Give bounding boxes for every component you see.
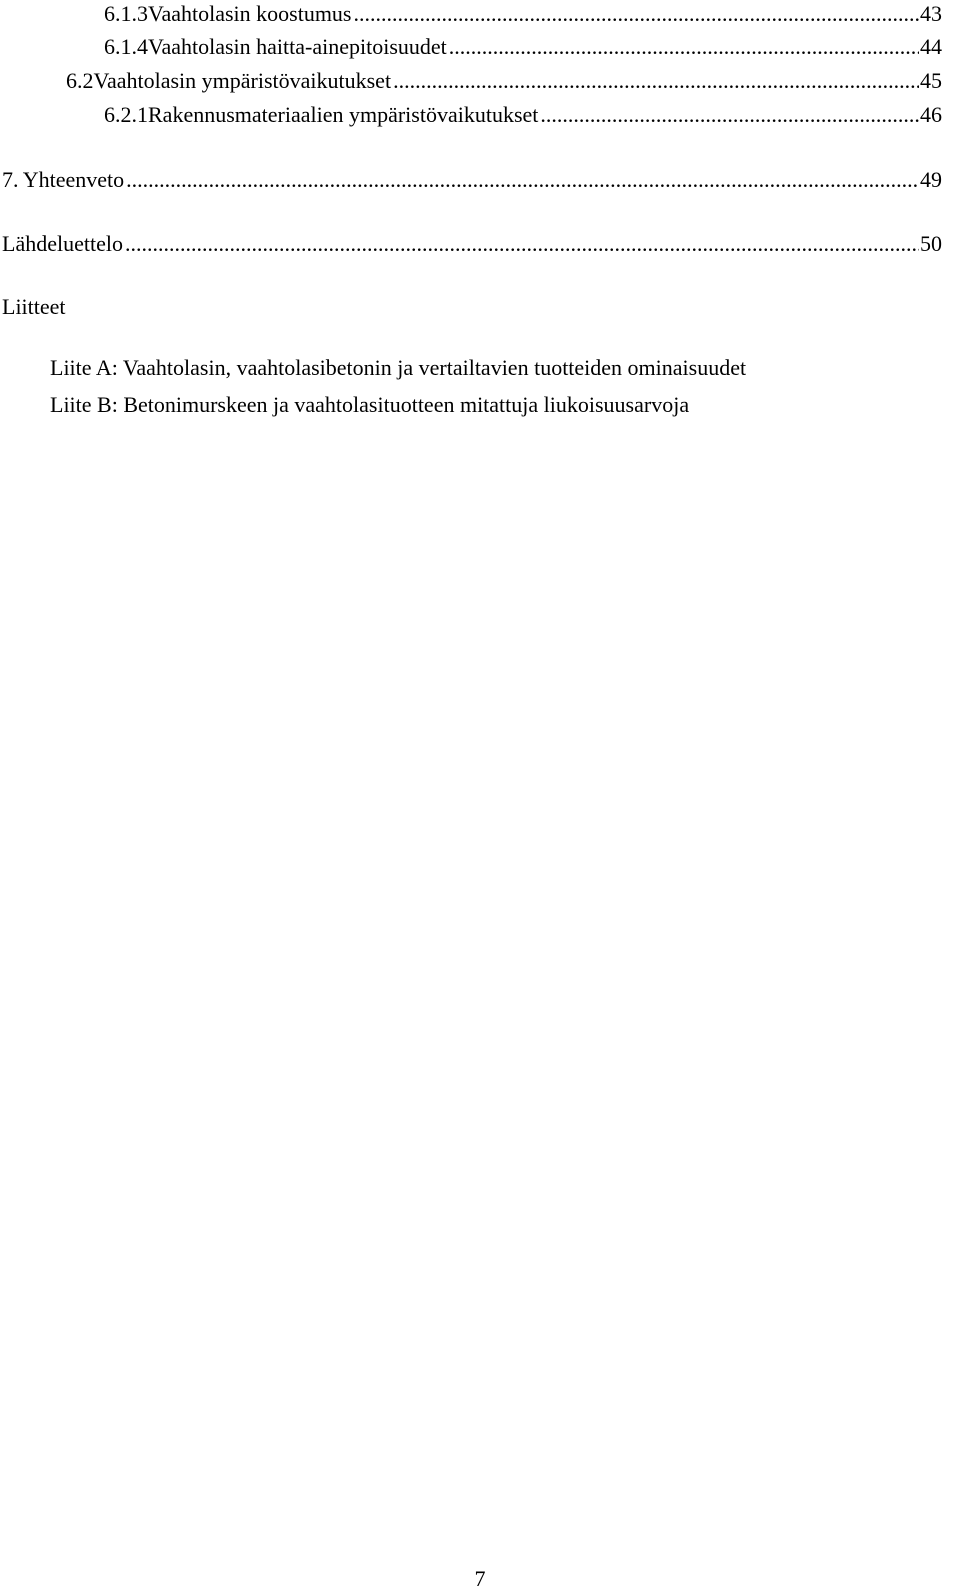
toc-dot-leader <box>393 67 919 95</box>
toc-entry-number: 7. <box>2 167 19 192</box>
toc-entry-page: 45 <box>920 68 942 93</box>
toc-dot-leader <box>540 101 919 129</box>
toc-entry-title: Vaahtolasin ympäristövaikutukset <box>93 68 392 93</box>
toc-entry-page: 46 <box>920 102 942 127</box>
toc-entry <box>2 166 942 194</box>
toc-entry-number: 6.2 <box>66 68 94 93</box>
toc-entry-page: 44 <box>920 34 942 59</box>
toc-entry <box>104 101 942 129</box>
toc-dot-leader <box>125 230 919 258</box>
toc-entry <box>66 67 942 95</box>
toc-entry-number: 6.1.4 <box>104 34 148 59</box>
toc-entry <box>2 230 942 258</box>
toc-entry-title: Lähdeluettelo <box>2 231 123 256</box>
appendices-heading: Liitteet <box>2 294 66 319</box>
toc-dot-leader <box>449 33 919 61</box>
page-number: 7 <box>474 1566 486 1591</box>
toc-entry-title: Vaahtolasin koostumus <box>148 1 352 26</box>
toc-dot-leader <box>354 0 920 28</box>
toc-entry-page: 49 <box>920 167 942 192</box>
toc-entry-title: Vaahtolasin haitta-ainepitoisuudet <box>148 34 447 59</box>
toc-dot-leader <box>126 166 919 194</box>
toc-entry-number: 6.1.3 <box>104 1 148 26</box>
toc-entry <box>104 0 942 28</box>
toc-entry-title: Rakennusmateriaalien ympäristövaikutukset <box>148 102 539 127</box>
toc-entry-number: 6.2.1 <box>104 102 148 127</box>
toc-entry-page: 50 <box>920 231 942 256</box>
appendix-item: Liite B: Betonimurskeen ja vaahtolasituotteen mitattuja liukoisuusarvoja <box>50 392 690 417</box>
toc-entry-page: 43 <box>920 1 942 26</box>
appendix-item: Liite A: Vaahtolasin, vaahtolasibetonin ja vertailtavien tuotteiden ominaisuudet <box>50 355 747 380</box>
toc-entry <box>104 33 942 61</box>
toc-entry-title: Yhteenveto <box>22 167 125 192</box>
